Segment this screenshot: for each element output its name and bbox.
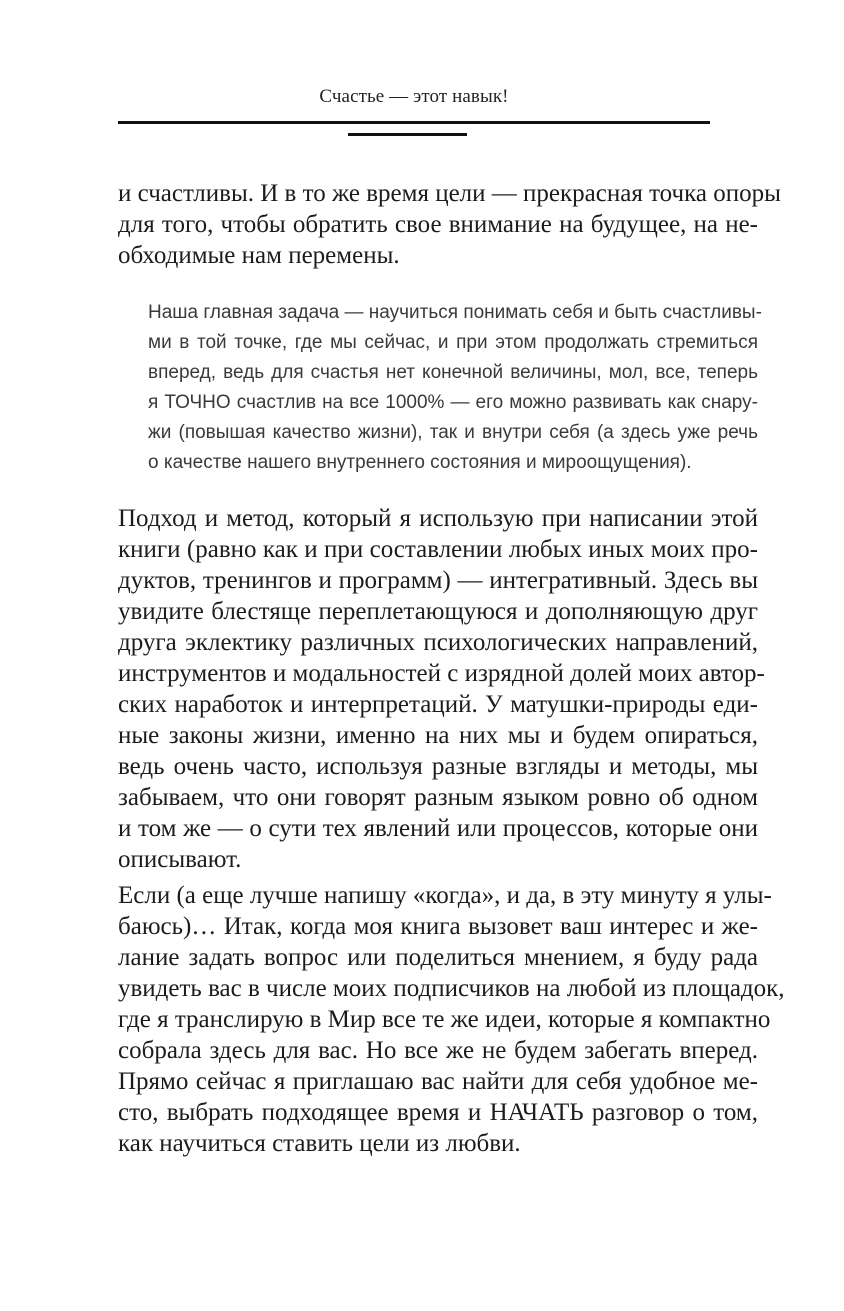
text-line: дуктов, тренингов и программ) — интегративный. Здесь вы	[118, 567, 758, 594]
paragraph-3	[118, 880, 785, 1159]
text-line: ведь очень часто, используя разные взгляды и методы, мы	[118, 753, 758, 780]
text-line: друга эклектику различных психологических направлений,	[118, 629, 758, 656]
text-line: для того, чтобы обратить свое внимание на будущее, на не-	[118, 211, 758, 238]
text-line: книги (равно как и при составлении любых иных моих про-	[118, 536, 758, 563]
quote-line: Наша главная задача — научиться понимать себя и быть счастливы-	[148, 302, 762, 323]
quote-block	[148, 298, 762, 478]
quote-line: жи (повышая качество жизни), так и внутри себя (а здесь уже речь	[148, 422, 758, 443]
quote-line: я ТОЧНО счастлив на все 1000% — его можно развивать как снару-	[148, 392, 758, 413]
running-head-title: Счастье — этот навык!	[319, 86, 509, 107]
text-line: сто, выбрать подходящее время и НАЧАТЬ разговор о том,	[118, 1099, 758, 1126]
quote-line: ми в той точке, где мы сейчас, и при этом продолжать стремиться	[148, 332, 758, 353]
text-line: Подход и метод, который я использую при написании этой	[118, 505, 758, 532]
text-line: ских наработок и интерпретаций. У матушки-природы еди-	[118, 691, 758, 718]
text-line: и том же — о сути тех явлений или процессов, которые они	[118, 815, 758, 842]
text-line: инструментов и модальностей с изрядной долей моих автор-	[118, 660, 765, 687]
text-line: баюсь)… Итак, когда моя книга вызовет ваш интерес и же-	[118, 913, 758, 940]
text-line: забываем, что они говорят разным языком ровно об одном	[118, 784, 758, 811]
text-line: ные законы жизни, именно на них мы и будем опираться,	[118, 722, 758, 749]
header-rule-accent	[348, 133, 467, 136]
text-line: и счастливы. И в то же время цели — прекрасная точка опоры	[118, 180, 781, 207]
text-line: увидите блестяще переплетающуюся и дополняющую друг	[118, 598, 758, 625]
text-line: Если (а еще лучше напишу «когда», и да, в эту минуту я улы-	[118, 882, 772, 909]
text-line: где я транслирую в Мир все те же идеи, которые я компактно	[118, 1006, 771, 1033]
paragraph-1	[118, 178, 781, 271]
text-line: обходимые нам перемены.	[118, 242, 400, 269]
text-line: Прямо сейчас я приглашаю вас найти для себя удобное ме-	[118, 1068, 758, 1095]
paragraph-2	[118, 503, 765, 875]
header-rule-thin	[118, 121, 710, 124]
text-line: собрала здесь для вас. Но все же не будем забегать вперед.	[118, 1037, 758, 1064]
text-line: описывают.	[118, 846, 242, 873]
quote-line: вперед, ведь для счастья нет конечной величины, мол, все, теперь	[148, 362, 758, 383]
text-line: лание задать вопрос или поделиться мнением, я буду рада	[118, 944, 758, 971]
text-line: увидеть вас в числе моих подписчиков на любой из площадок,	[118, 975, 785, 1002]
quote-line: о качестве нашего внутреннего состояния и мироощущения).	[148, 452, 692, 473]
text-line: как научиться ставить цели из любви.	[118, 1130, 521, 1157]
